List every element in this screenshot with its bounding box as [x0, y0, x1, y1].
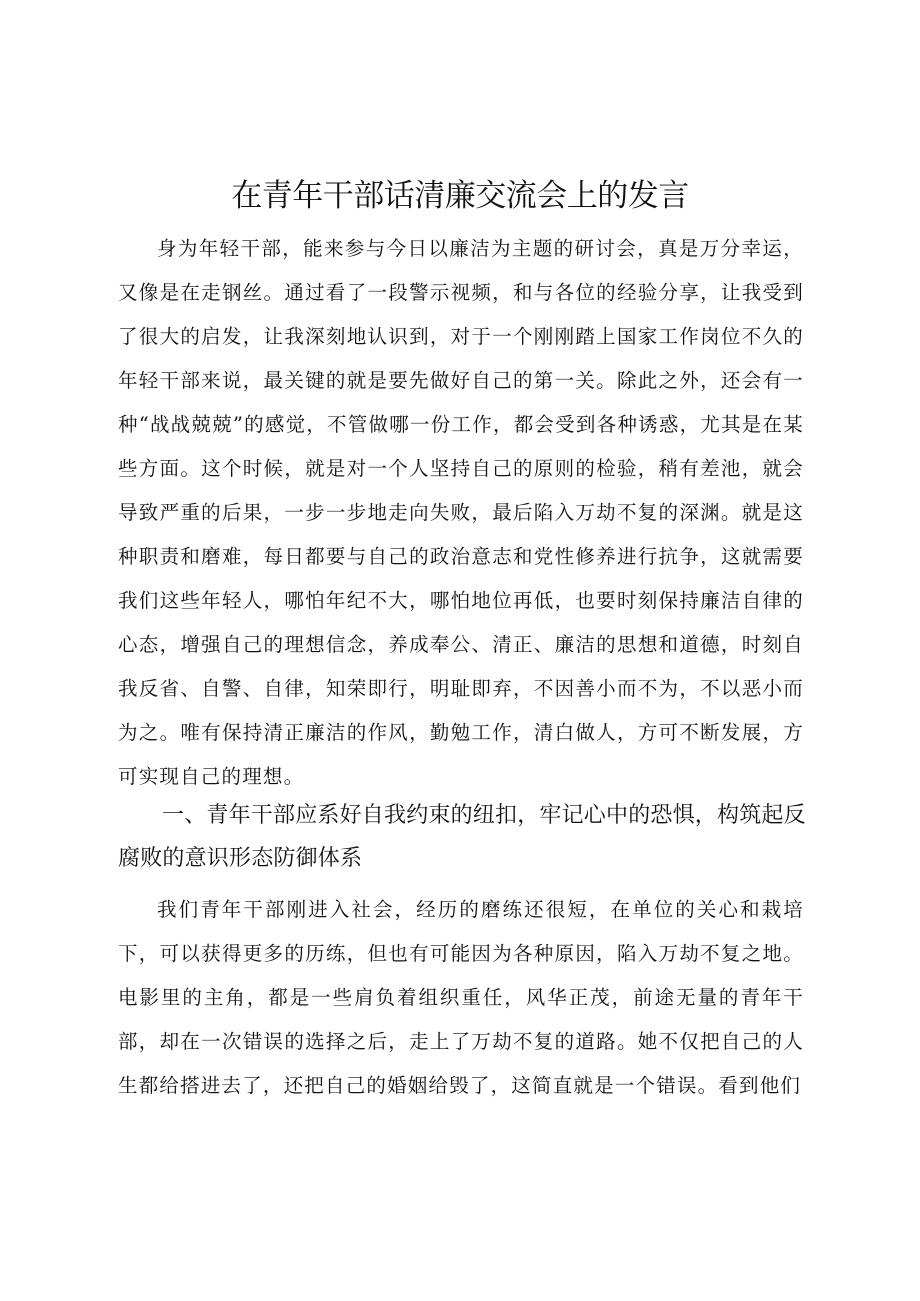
body-paragraph-1: 身为年轻干部，能来参与今日以廉洁为主题的研讨会，真是万分幸运，又像是在走钢丝。通过看了一段警示视频，和与各位的经验分享，让我受到了很大的启发，让我深刻地认识到，对于一个刚刚踏上国家工作岗位不久的年轻干部来说，最关键的就是要先做好自己的第一关。除此之外，还会有一种“战战兢兢”的感觉，不管做哪一份工作，都会受到各种诱惑，尤其是在某些方面。这个时候，就是对一个人坚持自己的原则的检验，稍有差池，就会导致严重的后果，一步一步地走向失败，最后陷入万劫不复的深渊。就是这种职责和磨难，每日都要与自己的政治意志和党性修养进行抗争，这就需要我们这些年轻人，哪怕年纪不大，哪怕地位再低，也要时刻保持廉洁自律的心态，增强自己的理想信念，养成奉公、清正、廉洁的思想和道德，时刻自我反省、自警、自律，知荣即行，明耻即弃，不因善小而不为，不以恶小而为之。唯有保持清正廉洁的作风，勤勉工作，清白做人，方可不断发展，方可实现自己的理想。: [118, 237, 804, 788]
section-heading-1: 一、青年干部应系好自我约束的纽扣，牢记心中的恐惧，构筑起反腐败的意识形态防御体系: [118, 803, 806, 871]
body-paragraph-2: 我们青年干部刚进入社会，经历的磨练还很短，在单位的关心和栽培下，可以获得更多的历练，但也有可能因为各种原因，陷入万劫不复之地。电影里的主角，都是一些肩负着组织重任，风华正茂，前途无量的青年干部，却在一次错误的选择之后，走上了万劫不复的道路。她不仅把自己的人生都给搭进去了，还把自己的婚姻给毁了，这简直就是一个错误。看到他们: [118, 898, 804, 1097]
document-title: 在青年干部话清廉交流会上的发言: [231, 178, 689, 214]
